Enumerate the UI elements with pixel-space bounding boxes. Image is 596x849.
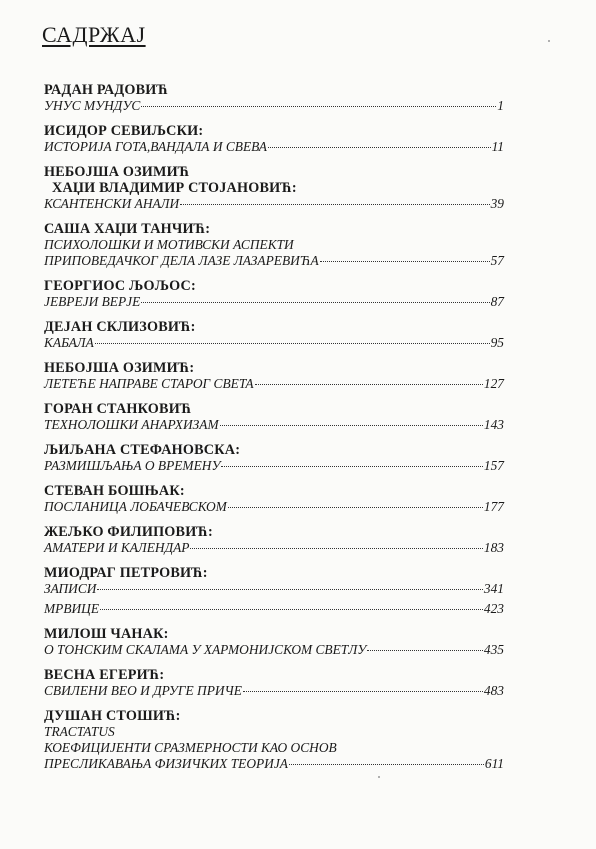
work-line <box>44 98 504 114</box>
author-name: ЉИЉАНА СТЕФАНОВСКА: <box>44 442 241 458</box>
toc-entry <box>44 626 504 658</box>
page-number: 157 <box>483 458 504 473</box>
work-line <box>44 376 504 392</box>
page-number: 177 <box>483 499 504 514</box>
page-number: 611 <box>484 756 504 771</box>
work-line <box>44 139 504 155</box>
author-name: ГОРАН СТАНКОВИЋ <box>44 401 192 417</box>
toc-entry <box>44 442 504 474</box>
paper-speck <box>378 776 380 778</box>
dot-leader <box>289 764 484 765</box>
work-title: СВИЛЕНИ ВЕО И ДРУГЕ ПРИЧЕ <box>44 683 242 698</box>
work-title: ТЕХНОЛОШКИ АНАРХИЗАМ <box>44 417 219 432</box>
dot-leader <box>100 609 483 610</box>
work-line <box>44 540 504 556</box>
toc-entry <box>44 708 504 772</box>
dot-leader <box>220 425 483 426</box>
dot-leader <box>141 302 489 303</box>
author-name: НЕБОЈША ОЗИМИЋ: <box>44 360 195 376</box>
dot-leader <box>268 147 491 148</box>
author-name: ДЕЈАН СКЛИЗОВИЋ: <box>44 319 196 335</box>
toc-entry <box>44 123 504 155</box>
work-line <box>44 756 504 772</box>
dot-leader <box>180 204 489 205</box>
work-line <box>44 294 504 310</box>
dot-leader <box>190 548 482 549</box>
page-number: 435 <box>483 642 504 657</box>
toc-entry <box>44 278 504 310</box>
work-line <box>44 724 504 740</box>
author-name: МИЛОШ ЧАНАК: <box>44 626 169 642</box>
toc-entry <box>44 82 504 114</box>
work-line <box>44 683 504 699</box>
work-line <box>44 335 504 351</box>
work-line <box>44 601 504 617</box>
work-title: КОЕФИЦИЈЕНТИ СРАЗМЕРНОСТИ КАО ОСНОВ <box>44 740 337 755</box>
page-number: 127 <box>483 376 504 391</box>
work-title: TRACTATUS <box>44 724 115 739</box>
toc-entry <box>44 401 504 433</box>
work-line <box>44 740 504 756</box>
work-title: ПРЕСЛИКАВАЊА ФИЗИЧКИХ ТЕОРИЈА <box>44 756 288 771</box>
work-title: УНУС МУНДУС <box>44 98 141 113</box>
page-number: 11 <box>491 139 504 154</box>
author-name: НЕБОЈША ОЗИМИЋ <box>44 164 190 180</box>
work-title: ПОСЛАНИЦА ЛОБАЧЕВСКОМ <box>44 499 227 514</box>
author-name: ВЕСНА ЕГЕРИЋ: <box>44 667 165 683</box>
dot-leader <box>221 466 482 467</box>
work-line <box>44 253 504 269</box>
toc-entry <box>44 360 504 392</box>
work-line <box>44 237 504 253</box>
work-line <box>44 196 504 212</box>
page-number: 95 <box>490 335 504 350</box>
work-title: РАЗМИШЉАЊА О ВРЕМЕНУ <box>44 458 221 473</box>
author-name: СТЕВАН БОШЊАК: <box>44 483 185 499</box>
toc-entry <box>44 667 504 699</box>
page-number: 143 <box>483 417 504 432</box>
work-title: КАБАЛА <box>44 335 94 350</box>
work-title: МРВИЦЕ <box>44 601 100 616</box>
page-number: 341 <box>483 581 504 596</box>
work-title: КСАНТЕНСКИ АНАЛИ <box>44 196 180 211</box>
page-number: 87 <box>490 294 504 309</box>
work-title: ПСИХОЛОШКИ И МОТИВСКИ АСПЕКТИ <box>44 237 294 252</box>
toc-entry <box>44 483 504 515</box>
work-title: ЗАПИСИ <box>44 581 97 596</box>
author-name: МИОДРАГ ПЕТРОВИЋ: <box>44 565 208 581</box>
toc-entry <box>44 524 504 556</box>
page-number: 423 <box>483 601 504 616</box>
author-name: ИСИДОР СЕВИЉСКИ: <box>44 123 204 139</box>
author-name: ЖЕЉКО ФИЛИПОВИЋ: <box>44 524 213 540</box>
author-name: САША ХАЏИ ТАНЧИЋ: <box>44 221 211 237</box>
page-number: 39 <box>490 196 504 211</box>
table-of-contents <box>44 82 504 781</box>
work-title: ЛЕТЕЋЕ НАПРАВЕ СТАРОГ СВЕТА <box>44 376 254 391</box>
dot-leader <box>367 650 483 651</box>
dot-leader <box>255 384 483 385</box>
work-title: АМАТЕРИ И КАЛЕНДАР <box>44 540 190 555</box>
author-name: ДУШАН СТОШИЋ: <box>44 708 181 724</box>
dot-leader <box>243 691 483 692</box>
toc-entry <box>44 221 504 269</box>
work-title: ЈЕВРЕЈИ ВЕРЈЕ <box>44 294 141 309</box>
work-line <box>44 417 504 433</box>
paper-speck <box>548 40 550 42</box>
author-name: ХАЏИ ВЛАДИМИР СТОЈАНОВИЋ: <box>52 180 297 196</box>
work-line <box>44 458 504 474</box>
page-number: 57 <box>490 253 504 268</box>
work-title: ПРИПОВЕДАЧКОГ ДЕЛА ЛАЗЕ ЛАЗАРЕВИЋА <box>44 253 319 268</box>
dot-leader <box>228 507 483 508</box>
page-number: 183 <box>483 540 504 555</box>
toc-entry <box>44 565 504 617</box>
page-number: 1 <box>497 98 504 113</box>
dot-leader <box>97 589 482 590</box>
toc-entry <box>44 319 504 351</box>
author-name: РАДАН РАДОВИЋ <box>44 82 169 98</box>
work-title: ИСТОРИЈА ГОТА,ВАНДАЛА И СВЕВА <box>44 139 267 154</box>
page-number: 483 <box>483 683 504 698</box>
work-title: О ТОНСКИМ СКАЛАМА У ХАРМОНИЈСКОМ СВЕТЛУ <box>44 642 367 657</box>
work-line <box>44 642 504 658</box>
author-name: ГЕОРГИОС ЉОЉОС: <box>44 278 196 294</box>
dot-leader <box>95 343 490 344</box>
work-line <box>44 581 504 597</box>
work-line <box>44 499 504 515</box>
page-title: САДРЖАЈ <box>42 22 146 47</box>
dot-leader <box>320 261 490 262</box>
toc-entry <box>44 164 504 212</box>
dot-leader <box>141 106 496 107</box>
